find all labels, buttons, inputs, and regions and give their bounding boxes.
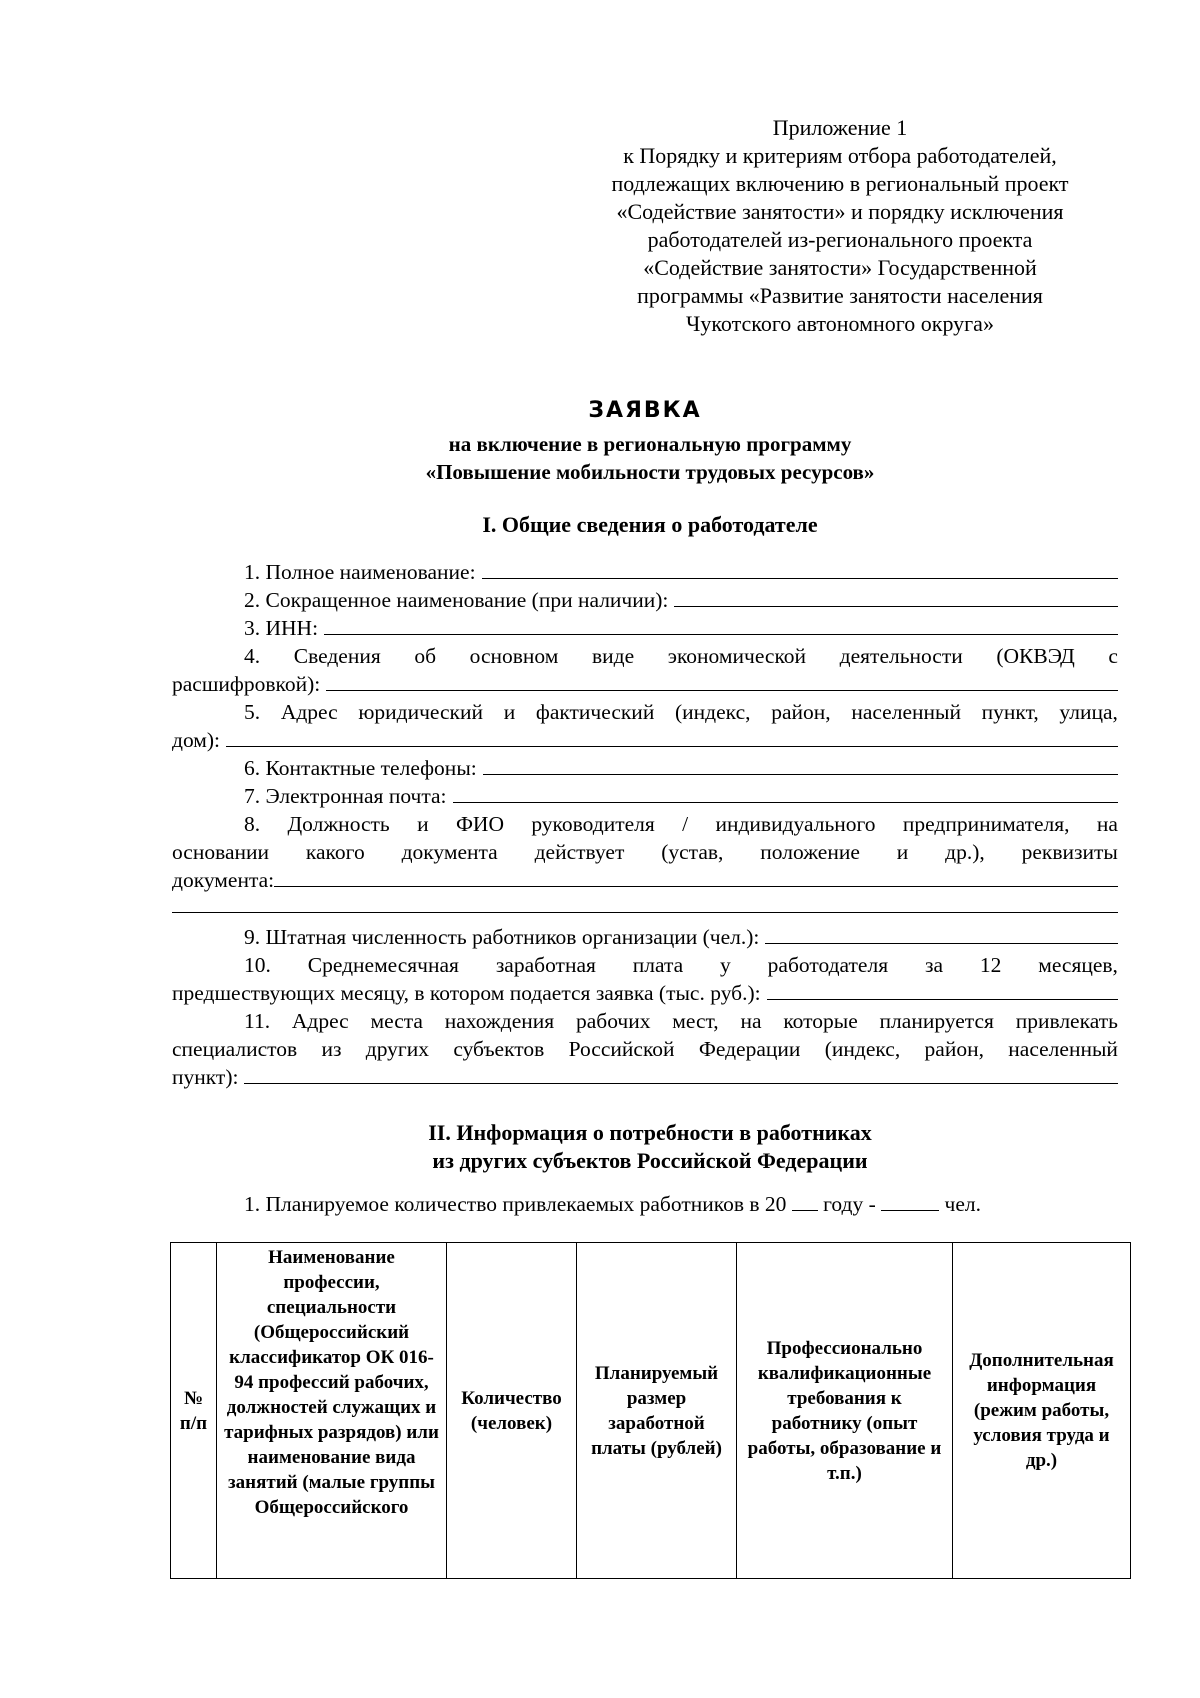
word: (ОКВЭД bbox=[996, 644, 1075, 668]
form-field-salary bbox=[172, 951, 1118, 979]
year-blank[interactable] bbox=[792, 1192, 818, 1211]
section-heading: I. Общие сведения о работодателе bbox=[482, 512, 818, 537]
appendix-line: Чукотского автономного округа» bbox=[686, 311, 994, 336]
appendix-line: «Содействие занятости» Государственной bbox=[643, 255, 1037, 280]
form-field-full-name bbox=[172, 558, 1118, 586]
word: 4. bbox=[244, 644, 261, 668]
appendix-line: к Порядку и критериям отбора работодателей, bbox=[623, 143, 1057, 168]
word: у bbox=[720, 953, 731, 977]
header-requirements: Профессионально квалификационные требования к работнику (опыт работы, образование и т.п.) bbox=[737, 1243, 953, 1579]
word: Среднемесячная bbox=[307, 953, 459, 977]
word: Федерации bbox=[698, 1037, 801, 1061]
section-heading: II. Информация о потребности в работниках bbox=[428, 1120, 872, 1145]
word: деятельности bbox=[839, 644, 963, 668]
word: пункт, bbox=[981, 700, 1039, 724]
word: экономической bbox=[667, 644, 807, 668]
word: других bbox=[365, 1037, 429, 1061]
word: 11. bbox=[244, 1009, 271, 1033]
field-label: расшифровкой): bbox=[172, 672, 321, 696]
word: которые bbox=[783, 1009, 858, 1033]
fill-line[interactable] bbox=[765, 923, 1118, 944]
word: мест, bbox=[672, 1009, 719, 1033]
fill-line[interactable] bbox=[326, 670, 1118, 691]
word: улица, bbox=[1059, 700, 1118, 724]
form-field-address bbox=[172, 698, 1118, 726]
field-label: предшествующих месяцу, в котором подается заявка (тыс. руб.): bbox=[172, 981, 761, 1005]
word: какого bbox=[305, 840, 365, 864]
word: и bbox=[896, 840, 909, 864]
table-header-row bbox=[171, 1243, 1131, 1579]
word: (индекс, bbox=[675, 700, 751, 724]
fill-line[interactable] bbox=[324, 614, 1118, 635]
form-field-address-tail bbox=[172, 726, 1118, 754]
word: плата bbox=[632, 953, 684, 977]
field-label: 3. ИНН: bbox=[244, 616, 319, 640]
fill-line-full[interactable] bbox=[172, 894, 1118, 913]
word: основном bbox=[469, 644, 559, 668]
word: с bbox=[1108, 644, 1118, 668]
form-field-director bbox=[172, 810, 1118, 838]
form-field-okved-tail bbox=[172, 670, 1118, 698]
workers-needs-table bbox=[170, 1242, 1131, 1579]
word: и bbox=[417, 812, 429, 836]
word: субъектов bbox=[453, 1037, 545, 1061]
word: район, bbox=[924, 1037, 984, 1061]
word: 8. bbox=[244, 812, 261, 836]
employer-info-form bbox=[172, 558, 1118, 1091]
fill-line[interactable] bbox=[483, 754, 1118, 775]
word: действует bbox=[534, 840, 625, 864]
form-field-email bbox=[172, 782, 1118, 810]
word: планируется bbox=[879, 1009, 994, 1033]
word: месяцев, bbox=[1038, 953, 1118, 977]
word: юридический bbox=[358, 700, 483, 724]
appendix-line: подлежащих включению в региональный проект bbox=[611, 171, 1069, 196]
field-label: документа: bbox=[172, 868, 275, 892]
word: ФИО bbox=[455, 812, 504, 836]
word: об bbox=[414, 644, 437, 668]
word: Должность bbox=[287, 812, 390, 836]
form-field-short-name bbox=[172, 586, 1118, 614]
count-blank[interactable] bbox=[881, 1192, 939, 1211]
header-quantity: Количество (человек) bbox=[447, 1243, 577, 1579]
word: рабочих bbox=[575, 1009, 651, 1033]
document-subtitle: «Повышение мобильности трудовых ресурсов» bbox=[425, 460, 875, 484]
field-label: 9. Штатная численность работников организации (чел.): bbox=[244, 925, 760, 949]
fill-line[interactable] bbox=[767, 979, 1118, 1000]
field-label: дом): bbox=[172, 728, 221, 752]
field-label: пункт): bbox=[172, 1065, 239, 1089]
plan-suffix: чел. bbox=[944, 1192, 981, 1216]
word: Сведения bbox=[293, 644, 381, 668]
word: 12 bbox=[979, 953, 1002, 977]
word: реквизиты bbox=[1021, 840, 1118, 864]
word: индивидуального bbox=[715, 812, 876, 836]
fill-line[interactable] bbox=[674, 586, 1118, 607]
header-additional-info: Дополнительная информация (режим работы, условия труда и др.) bbox=[953, 1243, 1131, 1579]
word: (устав, bbox=[661, 840, 724, 864]
form-field-inn bbox=[172, 614, 1118, 642]
word: документа bbox=[401, 840, 498, 864]
word: Адрес bbox=[291, 1009, 349, 1033]
planned-workers-line bbox=[244, 1192, 981, 1217]
field-label: 1. Полное наименование: bbox=[244, 560, 476, 584]
field-label: 6. Контактные телефоны: bbox=[244, 756, 477, 780]
appendix-block bbox=[580, 114, 1100, 338]
word: на bbox=[1096, 812, 1118, 836]
header-profession: Наименование профессии, специальности (Общероссийский классификатор ОК 016-94 профессий рабочих, должностей служащих и тарифных разрядов) или наименование вида занятий (малые группы Общероссийского bbox=[217, 1243, 447, 1579]
word: из bbox=[321, 1037, 342, 1061]
word: на bbox=[740, 1009, 762, 1033]
form-field-headcount bbox=[172, 923, 1118, 951]
appendix-line: работодателей из-регионального проекта bbox=[647, 227, 1033, 252]
word: виде bbox=[591, 644, 635, 668]
fill-line[interactable] bbox=[453, 782, 1118, 803]
word: за bbox=[924, 953, 943, 977]
word: 5. bbox=[244, 700, 261, 724]
document-title: ЗАЯВКА bbox=[588, 398, 702, 423]
field-label: 7. Электронная почта: bbox=[244, 784, 447, 808]
form-field-salary-tail bbox=[172, 979, 1118, 1007]
form-field-phones bbox=[172, 754, 1118, 782]
word: / bbox=[682, 812, 689, 836]
form-field-director-tail bbox=[172, 866, 1118, 894]
fill-line[interactable] bbox=[482, 558, 1118, 579]
word: специалистов bbox=[172, 1037, 298, 1061]
word: Адрес bbox=[280, 700, 338, 724]
form-field-workplace bbox=[172, 1007, 1118, 1035]
word: нахождения bbox=[444, 1009, 555, 1033]
appendix-line: «Содействие занятости» и порядку исключения bbox=[616, 199, 1064, 224]
form-field-workplace-line2 bbox=[172, 1035, 1118, 1063]
word: положение bbox=[760, 840, 860, 864]
fill-line[interactable] bbox=[226, 726, 1118, 747]
word: 10. bbox=[244, 953, 271, 977]
field-label: 2. Сокращенное наименование (при наличии): bbox=[244, 588, 669, 612]
word: основании bbox=[172, 840, 270, 864]
form-field-workplace-tail bbox=[172, 1063, 1118, 1091]
word: фактический bbox=[535, 700, 655, 724]
word: предпринимателя, bbox=[902, 812, 1070, 836]
plan-prefix: 1. Планируемое количество привлекаемых работников в 20 bbox=[244, 1192, 787, 1216]
fill-line[interactable] bbox=[274, 866, 1118, 887]
appendix-line: Приложение 1 bbox=[772, 115, 908, 140]
form-field-director-line2 bbox=[172, 838, 1118, 866]
document-subtitle: на включение в региональную программу bbox=[448, 432, 852, 456]
form-field-okved bbox=[172, 642, 1118, 670]
plan-mid: году - bbox=[823, 1192, 876, 1216]
word: и bbox=[503, 700, 516, 724]
word: заработная bbox=[495, 953, 596, 977]
appendix-line: программы «Развитие занятости населения bbox=[637, 283, 1043, 308]
word: Российской bbox=[568, 1037, 675, 1061]
word: работодателя bbox=[767, 953, 889, 977]
word: (индекс, bbox=[824, 1037, 901, 1061]
word: район, bbox=[771, 700, 831, 724]
section-heading: из других субъектов Российской Федерации bbox=[432, 1148, 868, 1173]
word: населенный bbox=[851, 700, 961, 724]
word: места bbox=[370, 1009, 423, 1033]
fill-line[interactable] bbox=[244, 1063, 1118, 1084]
word: др.), bbox=[945, 840, 985, 864]
word: населенный bbox=[1008, 1037, 1118, 1061]
header-number: № п/п bbox=[171, 1243, 217, 1579]
header-salary: Планируемый размер заработной платы (рублей) bbox=[577, 1243, 737, 1579]
word: привлекать bbox=[1015, 1009, 1118, 1033]
word: руководителя bbox=[531, 812, 655, 836]
